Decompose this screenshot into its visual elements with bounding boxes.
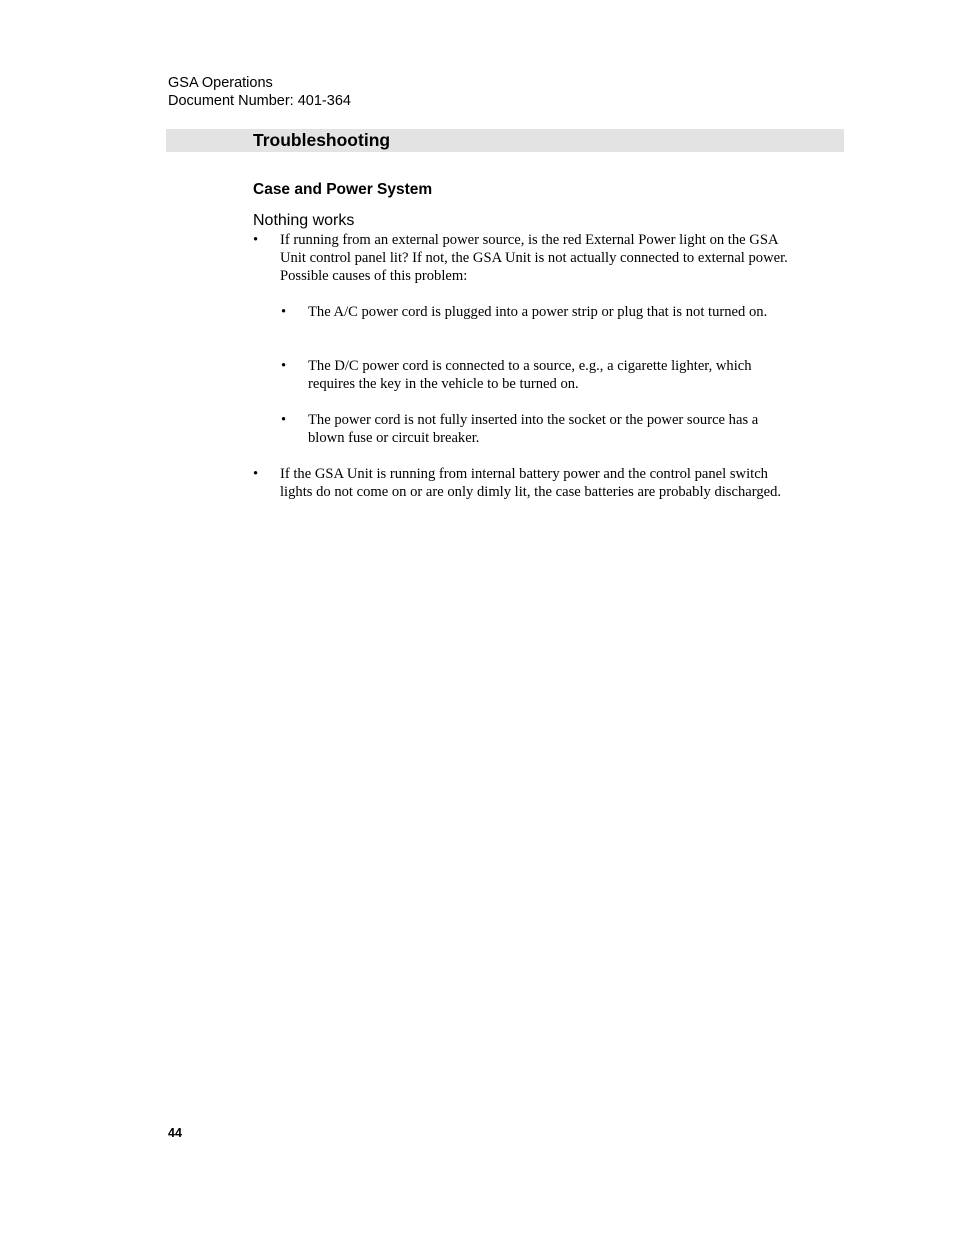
bullet-text: If the GSA Unit is running from internal battery power and the control panel switch lights do not come on or are only dimly lit, the case batteries are probably discharged.: [280, 466, 782, 500]
bullet-text: If running from an external power source, is the red External Power light on the GSA Unit control panel lit? If not, the GSA Unit is not actually connected to external power. Possible causes of this problem:: [280, 232, 788, 284]
bullet-marker: •: [281, 412, 287, 428]
topic-title: Nothing works: [253, 212, 355, 229]
bullet-text: The power cord is not fully inserted into the socket or the power source has a blown fuse or circuit breaker.: [308, 412, 759, 446]
document-header: [168, 74, 351, 110]
bullet-text: The D/C power cord is connected to a source, e.g., a cigarette lighter, which requires the key in the vehicle to be turned on.: [308, 358, 752, 392]
subsection-title: Case and Power System: [253, 181, 433, 198]
bullet-marker: •: [281, 358, 287, 374]
document-title: GSA Operations: [168, 75, 273, 91]
page-number: 44: [168, 1126, 182, 1140]
document-number: Document Number: 401-364: [168, 93, 351, 109]
bullet-text: The A/C power cord is plugged into a power strip or plug that is not turned on.: [308, 304, 768, 320]
bullet-marker: •: [253, 232, 259, 248]
bullet-marker: •: [253, 466, 259, 482]
section-title: Troubleshooting: [253, 130, 391, 150]
bullet-marker: •: [281, 304, 287, 320]
